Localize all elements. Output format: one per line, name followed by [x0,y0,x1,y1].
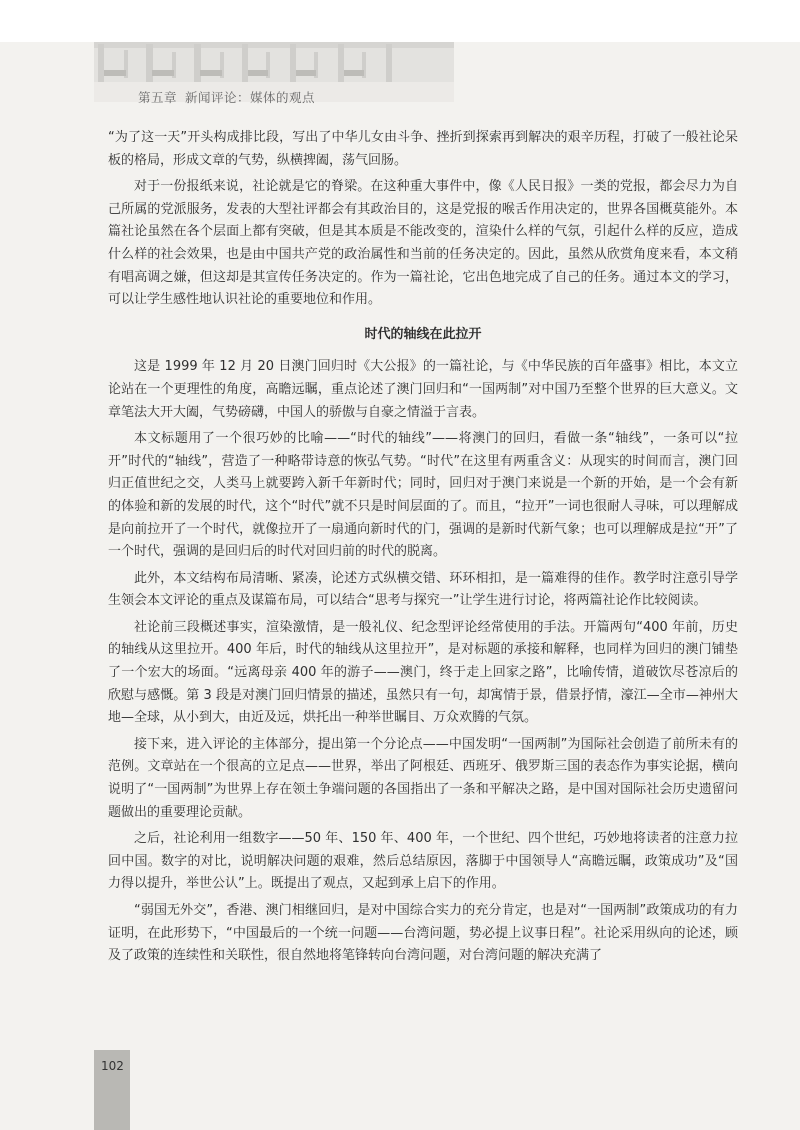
paragraph-6: 社论前三段概述事实，渲染激情，是一般礼仪、纪念型评论经常使用的手法。开篇两句“400 年前，历史的轴线从这里拉开。400 年后，时代的轴线从这里拉开”，是对标题的承接和解释，也同样为回归的澳门铺垫了一个宏大的场面。“远离母亲 400 年的游子——澳门，终于走上回家之路”，比喻传情，道破饮尽苍凉后的欣慰与感慨。第 3 段是对澳门回归情景的描述，虽然只有一句，却寓情于景，借景抒情，濠江—全市—神州大地—全球，从小到大，由近及远，烘托出一种举世瞩目、万众欢腾的气氛。 [108,619,738,726]
paragraph-3: 这是 1999 年 12 月 20 日澳门回归时《大公报》的一篇社论，与《中华民族的百年盛事》相比，本文立论站在一个更理性的角度，高瞻远瞩，重点论述了澳门回归和“一国两制”对中国乃至整个世界的巨大意义。文章笔法大开大阖，气势磅礴，中国人的骄傲与自豪之情溢于言表。 [108,359,738,420]
paragraph-1: “为了这一天”开头构成排比段，写出了中华儿女由斗争、挫折到探索再到解决的艰辛历程，打破了一般社论呆板的格局，形成文章的气势，纵横捭阖，荡气回肠。 [108,130,738,168]
page-number: 102 [101,1059,124,1073]
paragraph-8: 之后，社论利用一组数字——50 年、150 年、400 年，一个世纪、四个世纪，巧妙地将读者的注意力拉回中国。数字的对比，说明解决问题的艰难，然后总结原因，落脚于中国领导人“高瞻远瞩，政策成功”及“国力得以提升，举世公认”上。既提出了观点，又起到承上启下的作用。 [108,831,738,892]
paragraph-5: 此外，本文结构布局清晰、紧凑，论述方式纵横交错、环环相扣，是一篇难得的佳作。教学时注意引导学生领会本文评论的重点及谋篇布局，可以结合“思考与探究一”让学生进行讨论，将两篇社论作比较阅读。 [108,570,738,609]
paragraph-7: 接下来，进入评论的主体部分，提出第一个分论点——中国发明“一国两制”为国际社会创造了前所未有的范例。文章站在一个很高的立足点——世界，举出了阿根廷、西班牙、俄罗斯三国的表态作为事实论据，横向说明了“一国两制”为世界上存在领土争端问题的各国指出了一条和平解决之路，是中国对国际社会历史遗留问题做出的重要理论贡献。 [108,736,738,820]
paragraph-9: “弱国无外交”，香港、澳门相继回归，是对中国综合实力的充分肯定，也是对“一国两制”政策成功的有力证明，在此形势下，“中国最后的一个统一问题——台湾问题，势必提上议事日程”。社论采用纵向的论述，顾及了政策的连续性和关联性，很自然地将笔锋转向台湾问题，对台湾问题的解决充满了 [108,903,738,964]
paragraph-4: 本文标题用了一个很巧妙的比喻——“时代的轴线”——将澳门的回归，看做一条“轴线”，一条可以“拉开”时代的“轴线”，营造了一种略带诗意的恢弘气势。“时代”在这里有两重含义：从现实的时间而言，澳门回归正值世纪之交，人类马上就要跨入新千年新时代；同时，回归对于澳门来说是一个新的开始，是一个会有新的体验和新的发展的时代，这个“时代”就不只是时间层面的了。而且，“拉开”一词也很耐人寻味，可以理解成是向前拉开了一个时代，就像拉开了一扇通向新时代的门，强调的是新时代新气象；也可以理解成是拉“开”了一个时代，强调的是回归后的时代对回归前的时代的脱离。 [108,431,738,560]
chapter-label [138,88,315,106]
paragraph-2: 对于一份报纸来说，社论就是它的脊梁。在这种重大事件中，像《人民日报》一类的党报，都会尽力为自己所属的党派服务，发表的大型社评都会有其政治目的，这是党报的喉舌作用决定的，世界各国概莫能外。本篇社论虽然在各个层面上都有突破，但是其本质是不能改变的，渲染什么样的气氛，引起什么样的反应，造成什么样的社会效果，也是由中国共产党的政治属性和当前的任务决定的。因此，虽然从欣赏角度来看，本文稍有唱高调之嫌，但这却是其宣传任务决定的。作为一篇社论，它出色地完成了自己的任务。通过本文的学习，可以让学生感性地认识社论的重要地位和作用。 [108,179,738,308]
chapter-title: 新闻评论：媒体的观点 [185,90,316,105]
top-margin [0,0,800,42]
chapter-number: 第五章 [138,90,178,105]
chapter-header [94,42,800,112]
section-title: 时代的轴线在此拉开 [364,326,482,342]
page-content [108,127,738,972]
